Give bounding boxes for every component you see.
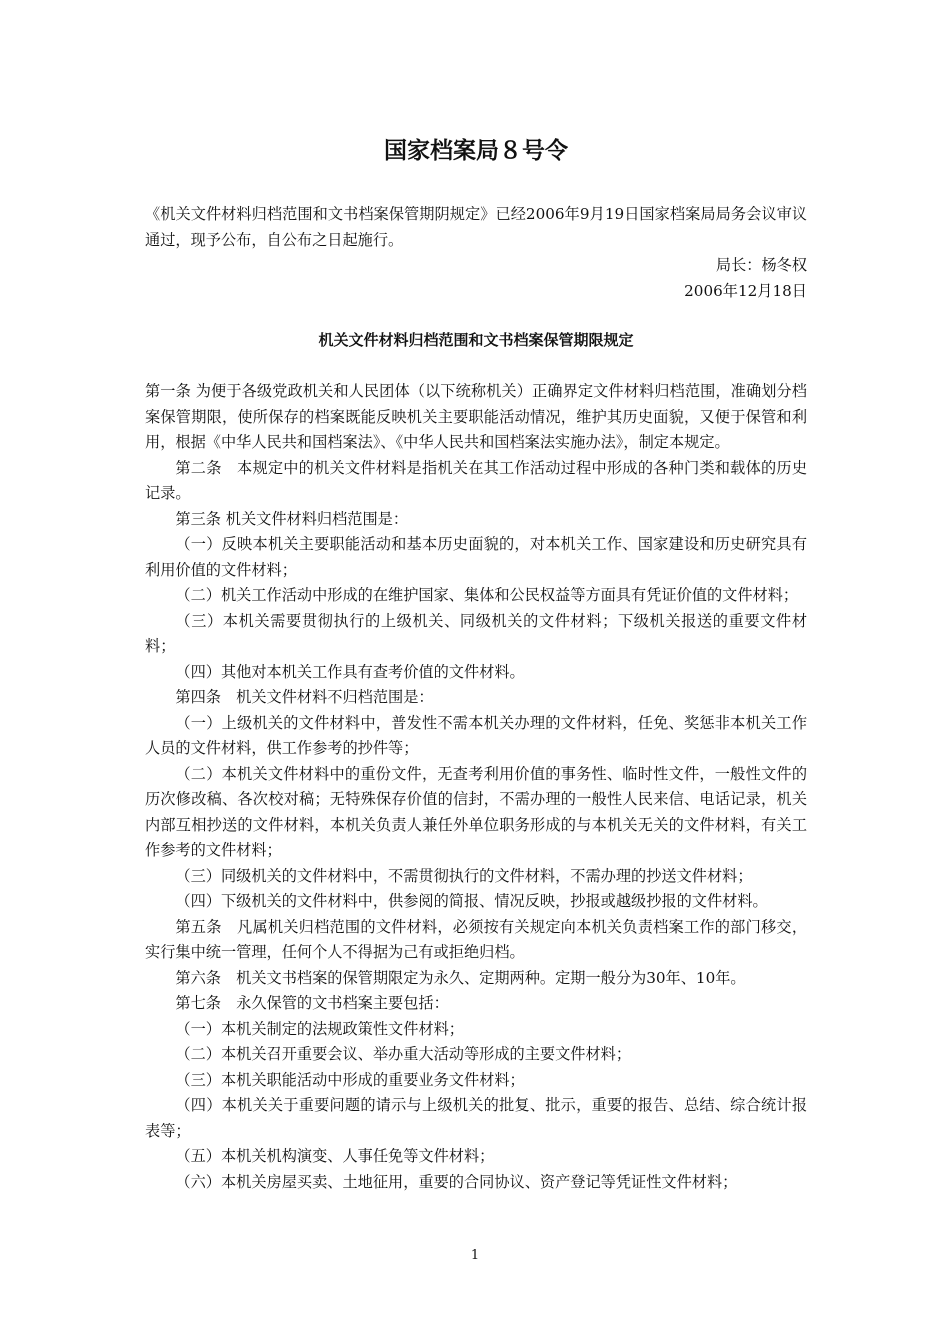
article-paragraph: （三）本机关需要贯彻执行的上级机关、同级机关的文件材料；下级机关报送的重要文件材料；	[145, 611, 807, 655]
article-paragraph: 第五条 凡属机关归档范围的文件材料，必须按有关规定向本机关负责档案工作的部门移交，实行集中统一管理，任何个人不得据为己有或拒绝归档。	[145, 917, 807, 961]
article-paragraph: 第三条 机关文件材料归档范围是：	[175, 509, 409, 528]
article-paragraph: 第二条 本规定中的机关文件材料是指机关在其工作活动过程中形成的各种门类和载体的历史记录。	[145, 458, 807, 502]
article-list	[145, 379, 807, 1195]
document-title: 国家档案局８号令	[384, 138, 568, 164]
article-paragraph: 第六条 机关文书档案的保管期限定为永久、定期两种。定期一般分为30年、10年。	[175, 968, 746, 987]
article-paragraph: （四）本机关关于重要问题的请示与上级机关的批复、批示，重要的报告、总结、综合统计报表等；	[145, 1096, 807, 1140]
regulation-title: 机关文件材料归档范围和文书档案保管期限规定	[318, 331, 634, 349]
article-paragraph: 第七条 永久保管的文书档案主要包括：	[175, 994, 449, 1012]
article-paragraph: （二）本机关召开重要会议、举办重大活动等形成的主要文件材料；	[175, 1045, 632, 1063]
page-number: 1	[470, 1248, 480, 1263]
article-paragraph: （三）同级机关的文件材料中，不需贯彻执行的文件材料，不需办理的抄送文件材料；	[175, 866, 753, 885]
article-paragraph: （六）本机关房屋买卖、土地征用，重要的合同协议、资产登记等凭证性文件材料；	[175, 1172, 738, 1191]
document-body	[145, 128, 807, 1195]
article-paragraph: （二）机关工作活动中形成的在维护国家、集体和公民权益等方面具有凭证价值的文件材料；	[175, 586, 799, 604]
article-paragraph: 第四条 机关文件材料不归档范围是：	[175, 688, 434, 706]
article-paragraph: （四）其他对本机关工作具有查考价值的文件材料。	[175, 662, 525, 681]
article-paragraph: （二）本机关文件材料中的重份文件，无查考利用价值的事务性、临时性文件，一般性文件的历次修改稿、各次校对稿；无特殊保存价值的信封，不需办理的一般性人民来信、电话记录，机关内部互相抄送的文件材料，本机关负责人兼任外单位职务形成的与本机关无关的文件材料，有关工作参考的文件材料；	[145, 764, 807, 859]
signature-date: 2006年12月18日	[684, 281, 807, 300]
article-paragraph: （五）本机关机构演变、人事任免等文件材料；	[175, 1147, 495, 1165]
signer: 局长：杨冬权	[715, 256, 807, 274]
article-paragraph: （一）本机关制定的法规政策性文件材料；	[175, 1019, 464, 1038]
preamble: 《机关文件材料归档范围和文书档案保管期阴规定》已经2006年9月19日国家档案局局务会议审议通过，现予公布，自公布之日起施行。	[145, 205, 807, 249]
article-paragraph: （四）下级机关的文件材料中，供参阅的简报、情况反映，抄报或越级抄报的文件材料。	[175, 892, 768, 910]
article-paragraph: 第一条 为便于各级党政机关和人民团体（以下统称机关）正确界定文件材料归档范围，准确划分档案保管期限，使所保存的档案既能反映机关主要职能活动情况，维护其历史面貌，又便于保管和利用，根据《中华人民共和国档案法》、《中华人民共和国档案法实施办法》，制定本规定。	[145, 382, 807, 451]
article-paragraph: （三）本机关职能活动中形成的重要业务文件材料；	[175, 1070, 525, 1089]
article-paragraph: （一）上级机关的文件材料中，普发性不需本机关办理的文件材料，任免、奖惩非本机关工作人员的文件材料，供工作参考的抄件等；	[145, 713, 807, 757]
article-paragraph: （一）反映本机关主要职能活动和基本历史面貌的，对本机关工作、国家建设和历史研究具有利用价值的文件材料；	[145, 535, 807, 579]
